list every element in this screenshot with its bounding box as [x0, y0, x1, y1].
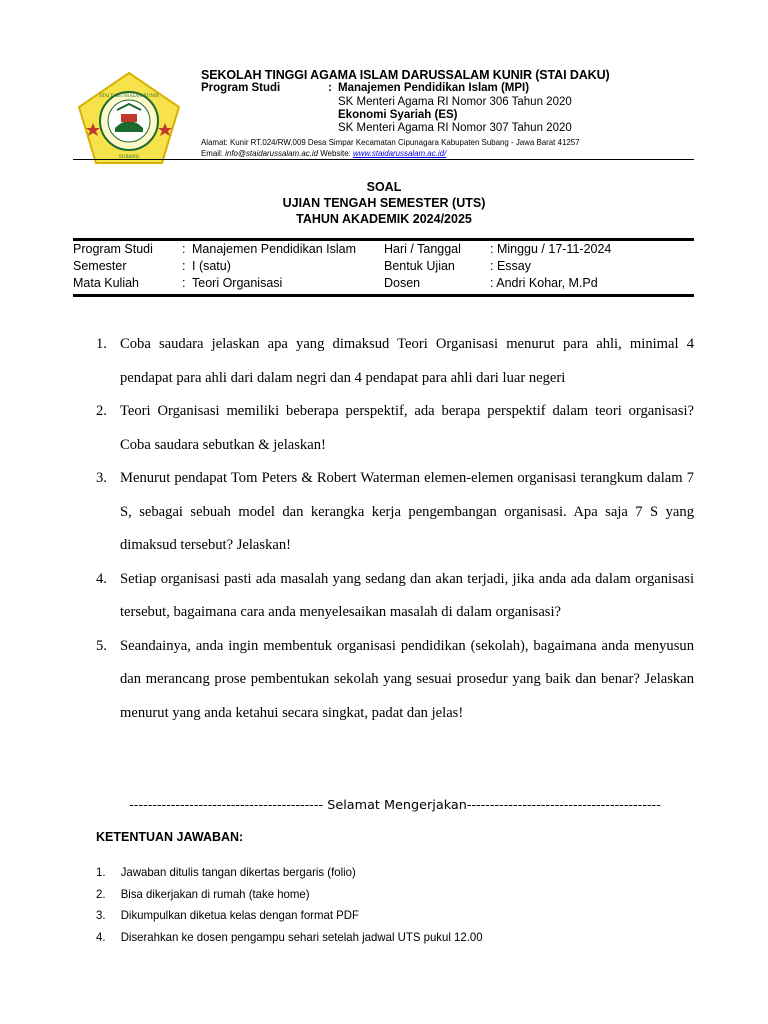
- program-mpi-sk: SK Menteri Agama RI Nomor 306 Tahun 2020: [338, 96, 572, 108]
- email-address: info@staidarussalam.ac.id: [225, 148, 319, 158]
- website-label: Website:: [320, 148, 351, 158]
- question-list: [96, 328, 694, 730]
- question-text: Teori Organisasi memiliki beberapa perspektif, ada berapa perspektif dalam teori organisasi? Coba saudara sebutkan & jelaskan!: [120, 403, 694, 453]
- info-value-lecturer: : Andri Kohar, M.Pd: [490, 276, 598, 290]
- question-number: 4.: [96, 570, 107, 587]
- info-colon: :: [182, 242, 186, 256]
- exam-title: UJIAN TENGAH SEMESTER (UTS): [282, 196, 486, 210]
- question-number: 1.: [96, 336, 107, 352]
- rule-text: Diserahkan ke dosen pengampu sehari setelah jadwal UTS pukul 12.00: [120, 929, 483, 944]
- info-value-program: Manajemen Pendidikan Islam: [192, 242, 356, 256]
- rule-number: 4.: [96, 929, 106, 944]
- info-label-course: Mata Kuliah: [73, 276, 140, 290]
- svg-text:STAI DARUSSALAM KUNIR: STAI DARUSSALAM KUNIR: [99, 93, 159, 98]
- question-number: 5.: [96, 637, 107, 654]
- program-mpi: Manajemen Pendidikan Islam (MPI): [338, 82, 530, 94]
- program-label: Program Studi: [201, 82, 281, 94]
- question-item: [96, 630, 694, 731]
- contact-line: [201, 148, 446, 158]
- question-text: Coba saudara jelaskan apa yang dimaksud Teori Organisasi menurut para ahli, minimal 4 pendapat para ahli dari dalam negri dan 4 pendapat para ahli dari luar negeri: [120, 336, 694, 386]
- program-es-sk: SK Menteri Agama RI Nomor 307 Tahun 2020: [338, 122, 572, 134]
- question-number: 3.: [96, 470, 107, 486]
- academic-year: TAHUN AKADEMIK 2024/2025: [296, 212, 472, 226]
- rule-text: Dikumpulkan diketua kelas dengan format PDF: [120, 908, 359, 922]
- info-label-semester: Semester: [73, 259, 127, 273]
- info-label-exam-form: Bentuk Ujian: [384, 259, 455, 273]
- address: Alamat: Kunir RT.024/RW.009 Desa Simpar Kecamatan Cipunagara Kabupaten Subang - Jawa Barat 41257: [201, 137, 580, 147]
- info-value-exam-form: : Essay: [490, 259, 531, 273]
- program-colon: :: [328, 82, 332, 94]
- question-item: [96, 328, 694, 395]
- question-text: Setiap organisasi pasti ada masalah yang sedang dan akan terjadi, jika anda ada dalam organisasi tersebut, bagaimana cara anda menyelesaikan masalah di dalam organisasi?: [120, 570, 694, 620]
- email-label: Email:: [201, 148, 223, 158]
- question-item: [96, 563, 694, 630]
- header-divider: [73, 159, 694, 160]
- question-text: Menurut pendapat Tom Peters & Robert Waterman elemen-elemen organisasi terangkum dalam 7 S, sebagai sebuah model dan kerangka kerja pengembangan organisasi. Apa saja 7 S yang dimaksud tersebut? Jelaskan!: [120, 470, 694, 553]
- rule-number: 3.: [96, 908, 106, 922]
- svg-text:SUBANG: SUBANG: [118, 155, 140, 160]
- info-value-date: : Minggu / 17-11-2024: [490, 242, 612, 256]
- stai-logo-icon: [76, 70, 182, 166]
- rules-title: KETENTUAN JAWABAN:: [96, 830, 244, 844]
- info-colon: :: [182, 259, 186, 273]
- info-colon: :: [182, 276, 186, 290]
- website-link[interactable]: www.staidarussalam.ac.id/: [353, 148, 447, 158]
- info-value-semester: I (satu): [192, 259, 231, 273]
- closing-line: ------------------------------------------ Selamat Mengerjakan------------------------------------------: [129, 798, 661, 813]
- rule-text: Bisa dikerjakan di rumah (take home): [120, 886, 310, 901]
- program-es: Ekonomi Syariah (ES): [338, 109, 458, 121]
- info-label-program: Program Studi: [73, 242, 153, 256]
- rule-text: Jawaban ditulis tangan dikertas bergaris (folio): [120, 865, 356, 879]
- info-top-divider: [73, 238, 694, 241]
- question-item: [96, 395, 694, 462]
- rule-number: 1.: [96, 865, 106, 879]
- question-text: Seandainya, anda ingin membentuk organisasi pendidikan (sekolah), bagaimana anda menyusun dan merancang prose pembentukan sekolah yang sesuai prosedur yang baik dan benar? Jelaskan menurut yang anda ketahui secara singkat, padat dan jelas!: [120, 637, 694, 721]
- info-label-date: Hari / Tanggal: [384, 242, 461, 256]
- question-item: [96, 462, 694, 563]
- doc-title: SOAL: [366, 180, 402, 194]
- info-value-course: Teori Organisasi: [192, 276, 283, 290]
- institution-name: SEKOLAH TINGGI AGAMA ISLAM DARUSSALAM KUNIR (STAI DAKU): [201, 68, 610, 82]
- info-label-lecturer: Dosen: [384, 276, 421, 290]
- rule-number: 2.: [96, 886, 106, 901]
- question-number: 2.: [96, 403, 107, 419]
- info-bottom-divider: [73, 294, 694, 297]
